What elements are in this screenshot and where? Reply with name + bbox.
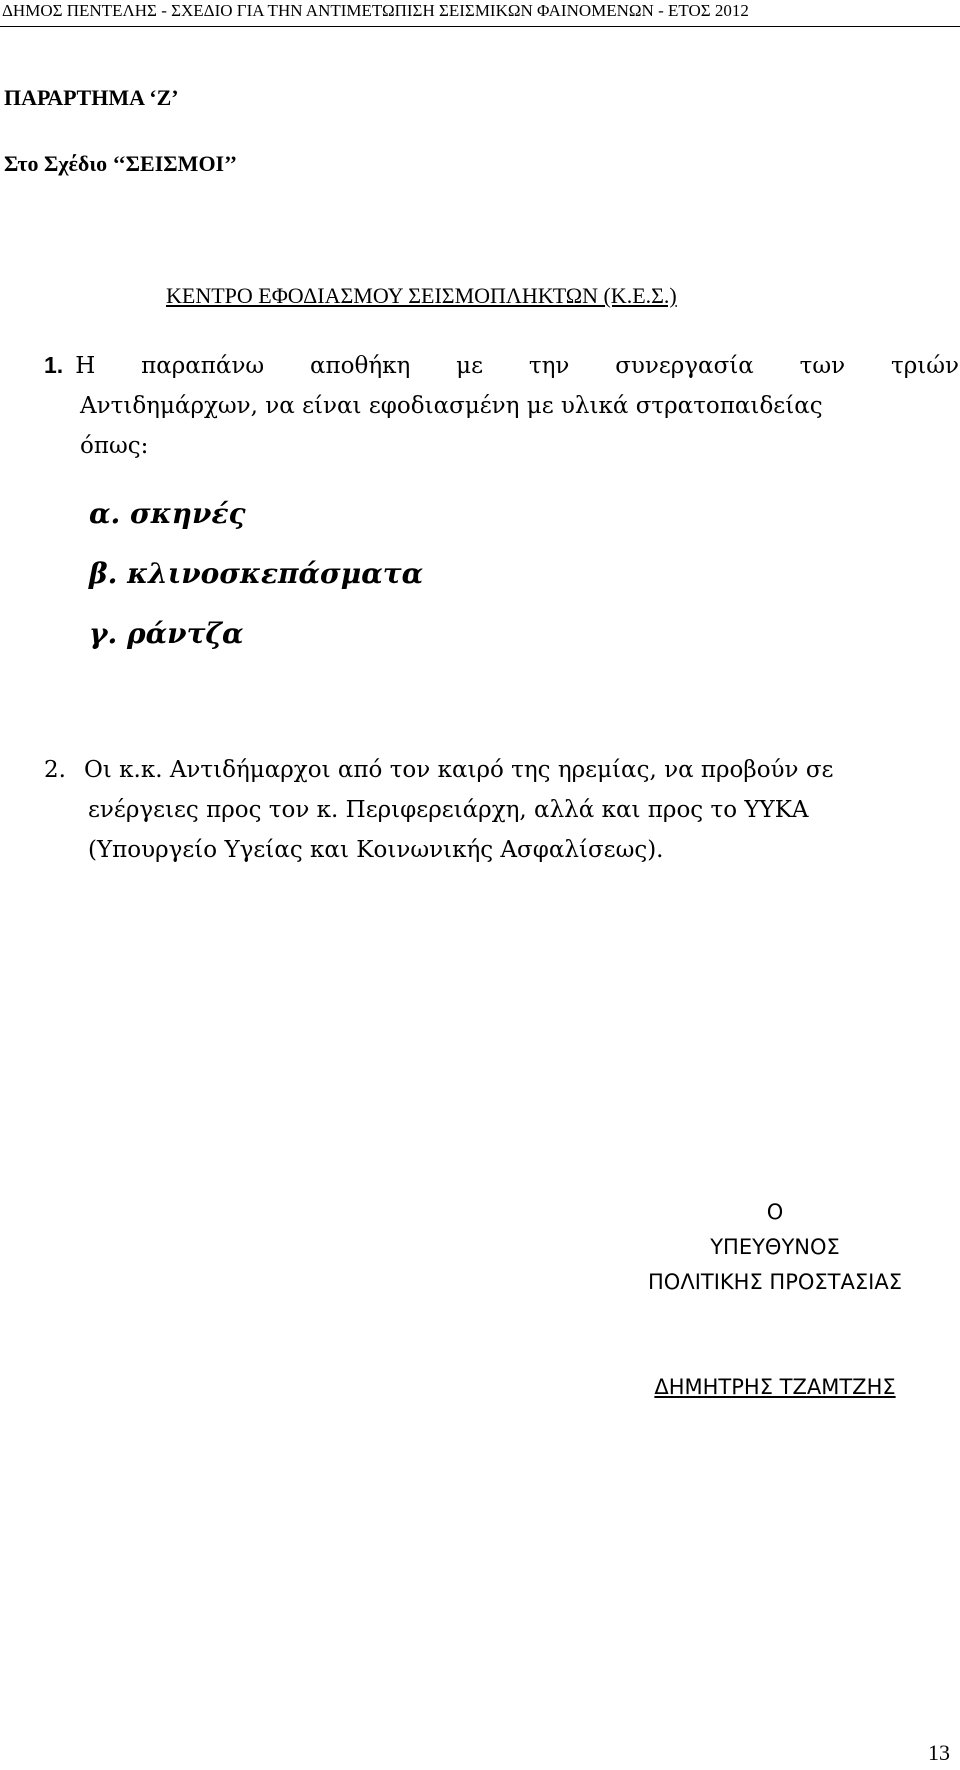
paragraph-item-1 xyxy=(44,345,960,466)
supplies-list xyxy=(89,484,423,664)
page-number: 13 xyxy=(928,1740,950,1765)
signature-line-2: ΥΠΕΥΘΥΝΟΣ xyxy=(710,1235,840,1259)
item-2-number: 2. xyxy=(44,757,66,783)
item-1-text-1: Η παραπάνω αποθήκη με την συνεργασία των τριών xyxy=(75,353,959,379)
running-header: ΔΗΜΟΣ ΠΕΝΤΕΛΗΣ - ΣΧΕΔΙΟ ΓΙΑ ΤΗΝ ΑΝΤΙΜΕΤΩΠΙΣΗ ΣΕΙΣΜΙΚΩΝ ΦΑΙΝΟΜΕΝΩΝ - ΕΤΟΣ 2012 xyxy=(2,1,749,20)
item-1-line-2: Αντιδημάρχων, να είναι εφοδιασμένη με υλικά στρατοπαιδείας xyxy=(80,393,823,419)
item-1-line-1 xyxy=(44,345,959,386)
item-2-line-2: ενέργειες προς τον κ. Περιφερειάρχη, αλλά και προς το ΥΥΚΑ xyxy=(88,797,809,823)
signature-line-3: ΠΟΛΙΤΙΚΗΣ ΠΡΟΣΤΑΣΙΑΣ xyxy=(648,1270,902,1294)
item-2-line-3: (Υπουργείο Υγείας και Κοινωνικής Ασφαλίσεως). xyxy=(88,837,664,863)
item-2-line-1 xyxy=(44,750,960,790)
section-title: ΚΕΝΤΡΟ ΕΦΟΔΙΑΣΜΟΥ ΣΕΙΣΜΟΠΛΗΚΤΩΝ (Κ.Ε.Σ.) xyxy=(166,283,677,308)
paragraph-item-2 xyxy=(44,750,960,870)
item-1-number: 1. xyxy=(44,352,64,378)
appendix-title: ΠΑΡΑΡΤΗΜΑ ‘Ζ’ xyxy=(4,85,179,110)
signatory-name: ΔΗΜΗΤΡΗΣ ΤΖΑΜΤΖΗΣ xyxy=(654,1375,896,1399)
supply-item-c: γ. ράντζα xyxy=(89,617,244,650)
item-2-text-1: Οι κ.κ. Αντιδήμαρχοι από τον καιρό της ηρεμίας, να προβούν σε xyxy=(83,757,834,783)
item-1-line-3: όπως: xyxy=(80,433,149,459)
supply-item-a: α. σκηνές xyxy=(89,497,246,530)
supply-item-b: β. κλινοσκεπάσματα xyxy=(89,557,424,590)
signature-block xyxy=(610,1195,940,1405)
plan-title: Στο Σχέδιο ‘‘ΣΕΙΣΜΟΙ’’ xyxy=(4,151,238,176)
signature-line-1: Ο xyxy=(766,1200,784,1224)
header-divider xyxy=(0,26,960,27)
